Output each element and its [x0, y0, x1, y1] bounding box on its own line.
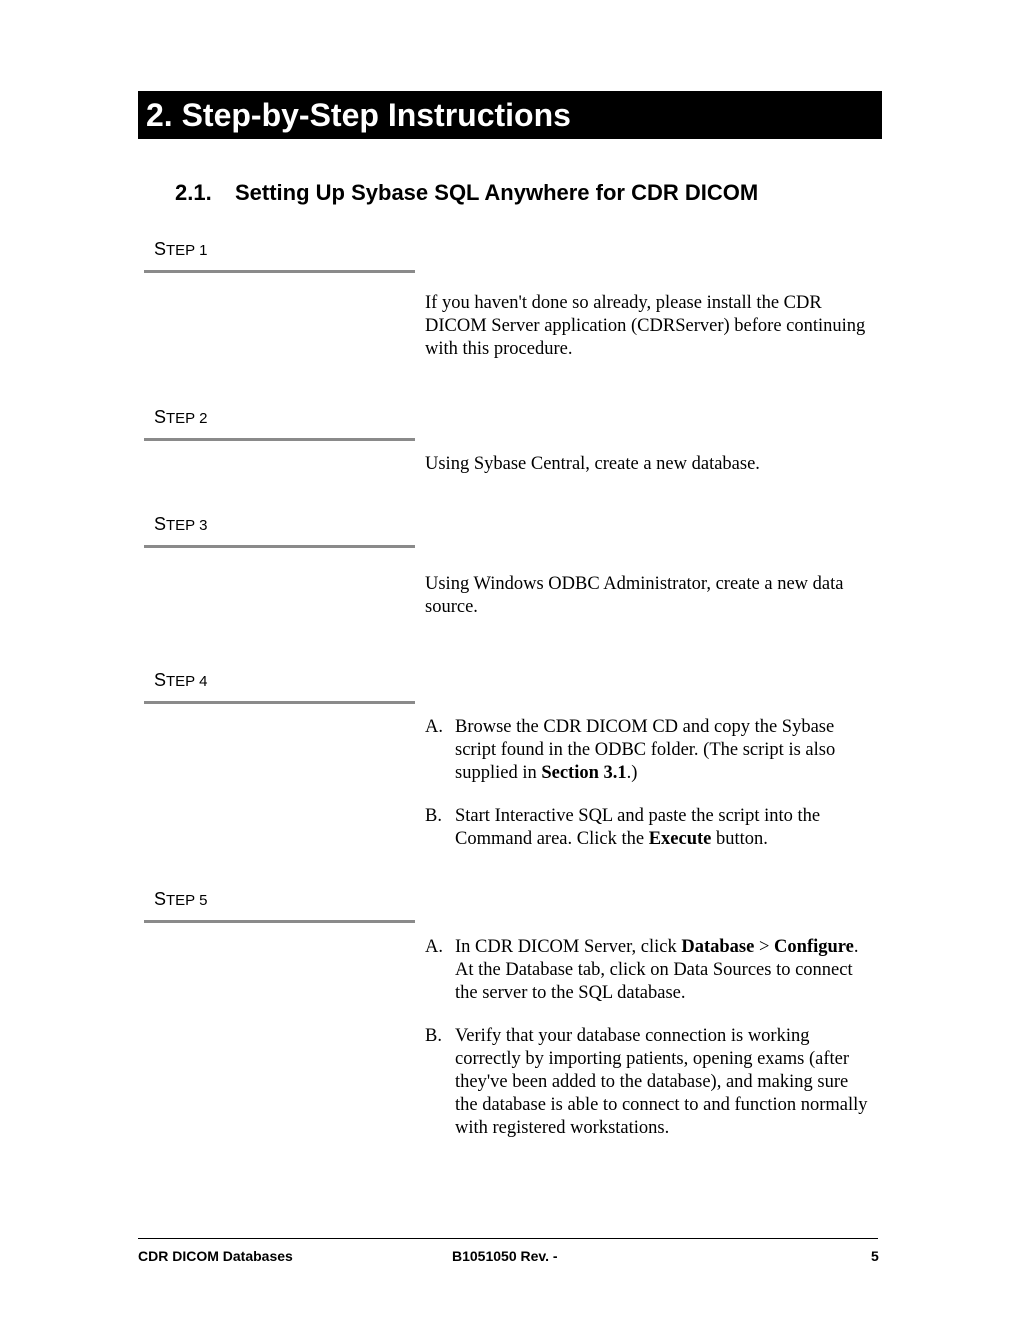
step-3-label: STEP 3 [154, 514, 208, 534]
step-5-item-b: B. Verify that your database connection is working correctly by importing patients, opening exams (after they've been added to the database), and making sure the database is able to connect to and function normally with registered workstations. [425, 1026, 868, 1138]
footer-doc-title: CDR DICOM Databases [138, 1248, 293, 1264]
step-2-text: Using Sybase Central, create a new database. [425, 454, 760, 474]
step-1-divider [144, 270, 415, 273]
step-5-divider [144, 920, 415, 923]
step-2-label: STEP 2 [154, 407, 208, 427]
step-1-label: STEP 1 [154, 239, 208, 259]
page-number: 5 [871, 1248, 879, 1264]
step-1-text: If you haven't done so already, please install the CDR DICOM Server application (CDRServer) before continuing with this procedure. [425, 293, 866, 359]
section-title: Setting Up Sybase SQL Anywhere for CDR DICOM [235, 180, 759, 205]
step-5-item-a: A. In CDR DICOM Server, click Database > Configure. At the Database tab, click on Data Sources to connect the server to the SQL database. [425, 937, 859, 1003]
step-4-divider [144, 701, 415, 704]
step-4-label: STEP 4 [154, 670, 208, 690]
list-letter: B. [425, 1026, 442, 1046]
step-4-item-b: B. Start Interactive SQL and paste the script into the Command area. Click the Execute button. [425, 806, 821, 849]
footer-doc-number: B1051050 Rev. - [452, 1248, 558, 1264]
chapter-title: 2. Step-by-Step Instructions [138, 91, 882, 139]
list-letter: A. [425, 717, 443, 737]
list-letter: B. [425, 806, 442, 826]
step-3-text: Using Windows ODBC Administrator, create a new data source. [425, 574, 844, 617]
section-number: 2.1. [175, 180, 212, 205]
step-3-divider [144, 545, 415, 548]
step-2-divider [144, 438, 415, 441]
step-4-item-a: A. Browse the CDR DICOM CD and copy the Sybase script found in the ODBC folder. (The script is also supplied in Section 3.1.) [425, 717, 836, 783]
list-letter: A. [425, 937, 443, 957]
step-5-label: STEP 5 [154, 889, 208, 909]
footer-divider [138, 1238, 878, 1239]
section-heading [175, 180, 758, 206]
